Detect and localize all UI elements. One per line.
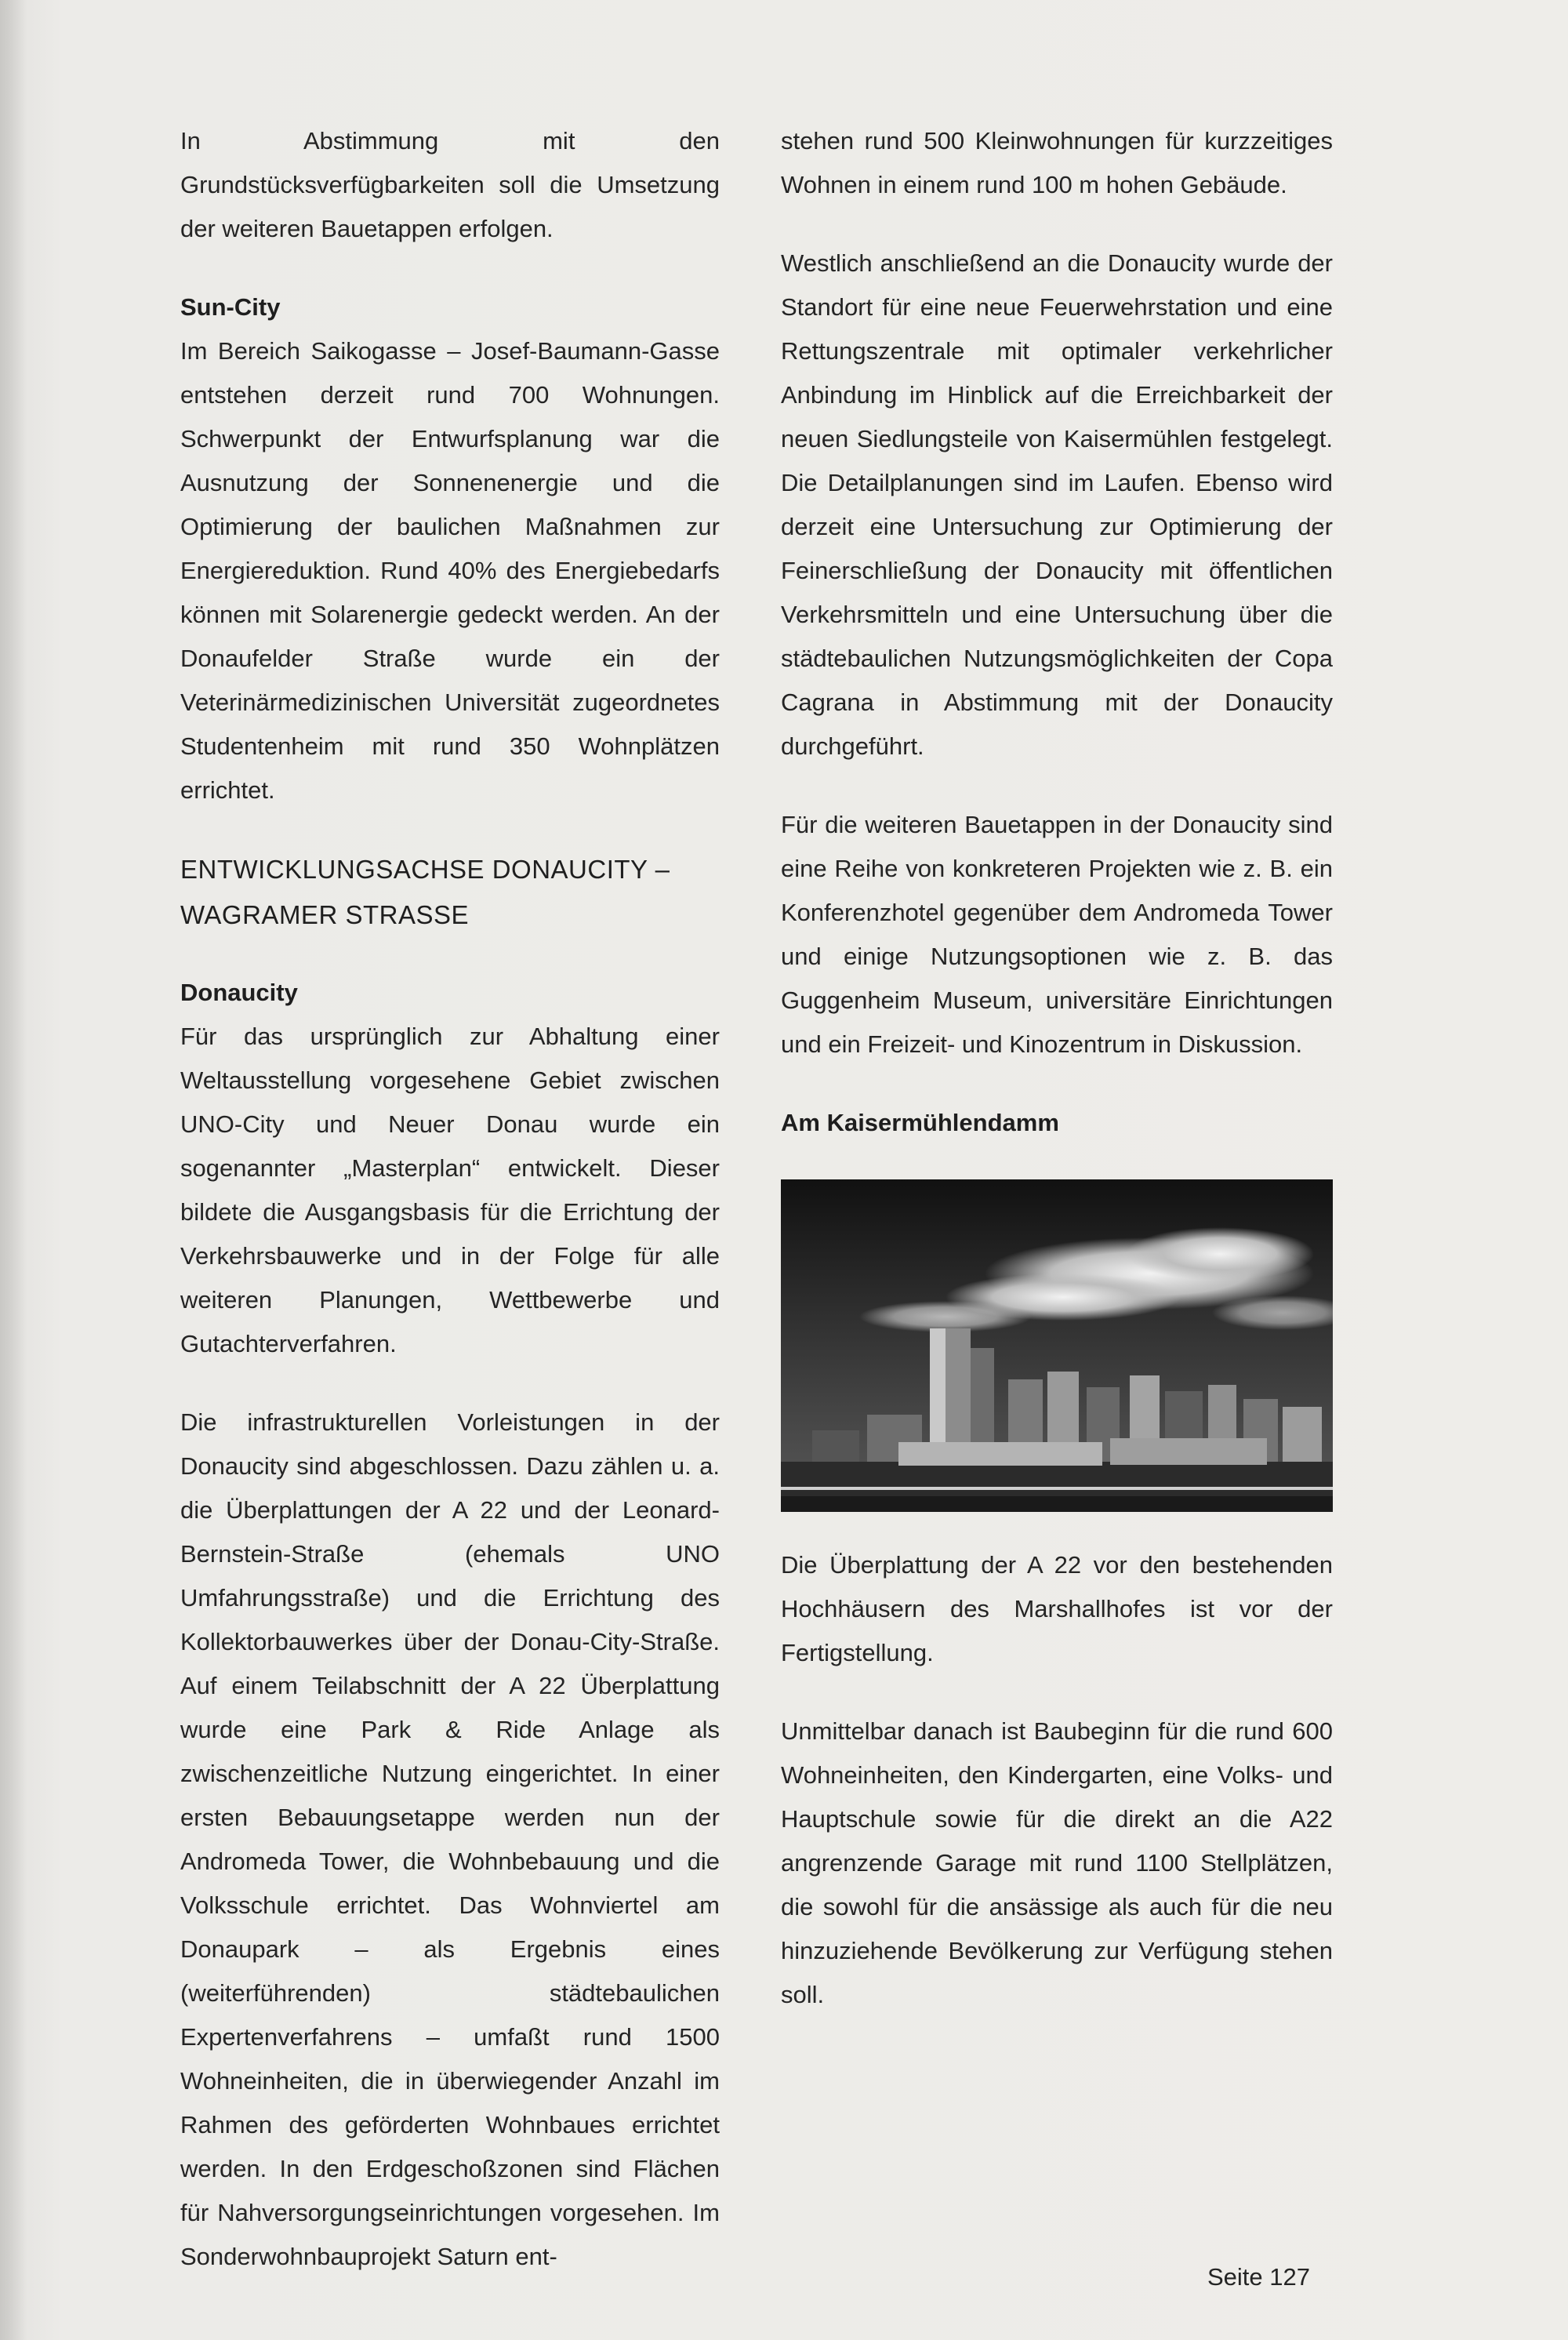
saturn-continuation-paragraph: stehen rund 500 Kleinwohnungen für kurzzeitiges Wohnen in einem rund 100 m hohen Gebäude.: [781, 127, 1333, 198]
donaucity-heading: Donaucity: [180, 979, 298, 1006]
skyline-photo: [781, 1179, 1333, 1512]
construction-start-paragraph: Unmittelbar danach ist Baubeginn für die rund 600 Wohneinheiten, den Kindergarten, eine Volks- und Hauptschule sowie für die direkt an die A22 angrenzende Garage mit rund 1100 Stellplätzen, die sowohl für die ansässige als auch für die neu hinzuziehende Bevölkerung zur Verfügung stehen soll.: [781, 1717, 1333, 2008]
section-heading: ENTWICKLUNGSACHSE DONAUCITY – WAGRAMER STRASSE: [180, 855, 670, 929]
infrastructure-paragraph: Die infrastrukturellen Vorleistungen in der Donaucity sind abgeschlossen. Dazu zählen u. a. die Überplattungen der A 22 und der Leonard-Bernstein-Straße (ehemals UNO Umfahrungsstraße) und die Errichtung des Kollektorbauwerkes über der Donau-City-Straße. Auf einem Teilabschnitt der A 22 Überplattung wurde eine Park & Ride Anlage als zwischenzeitliche Nutzung eingerichtet. In einer ersten Bebauungsetappe werden nun der Andromeda Tower, die Wohnbebauung und die Volksschule errichtet. Das Wohnviertel am Donaupark – als Ergebnis eines (weiterführenden) städtebaulichen Expertenverfahrens – umfaßt rund 1500 Wohneinheiten, die in überwiegender Anzahl im Rahmen des geförderten Wohnbaues errichtet werden. In den Erdgeschoßzonen sind Flächen für Nahversorgungseinrichtungen vorgesehen. Im Sonderwohnbauprojekt Saturn ent-: [180, 1408, 720, 2270]
further-stages-paragraph: Für die weiteren Bauetappen in der Donaucity sind eine Reihe von konkreteren Projekten wie z. B. ein Konferenzhotel gegenüber dem Andromeda Tower und einige Nutzungsoptionen wie z. B. das Guggenheim Museum, universitäre Einrichtungen und ein Freizeit- und Kinozentrum in Diskussion.: [781, 811, 1333, 1058]
left-column: [180, 119, 720, 2279]
binding-shadow: [0, 0, 27, 2340]
kaisermuehlendamm-heading: Am Kaisermühlendamm: [781, 1109, 1059, 1136]
photo-caption: Die Überplattung der A 22 vor den bestehenden Hochhäusern des Marshallhofes ist vor der Fertigstellung.: [781, 1551, 1333, 1666]
fire-station-paragraph: Westlich anschließend an die Donaucity wurde der Standort für eine neue Feuerwehrstation und eine Rettungszentrale mit optimaler verkehrlicher Anbindung im Hinblick auf die Erreichbarkeit der neuen Siedlungsteile von Kaisermühlen festgelegt. Die Detailplanungen sind im Laufen. Ebenso wird derzeit eine Untersuchung zur Optimierung der Feinerschließung der Donaucity mit öffentlichen Verkehrsmitteln und eine Untersuchung über die städtebaulichen Nutzungsmöglichkeiten der Copa Cagrana in Abstimmung mit der Donaucity durchgeführt.: [781, 249, 1333, 760]
intro-paragraph: In Abstimmung mit den Grundstücksverfügbarkeiten soll die Umsetzung der weiteren Bauetappen erfolgen.: [180, 127, 720, 242]
right-column: [781, 119, 1333, 2017]
sun-city-paragraph: Im Bereich Saikogasse – Josef-Baumann-Gasse entstehen derzeit rund 700 Wohnungen. Schwerpunkt der Entwurfsplanung war die Ausnutzung der Sonnenenergie und die Optimierung der baulichen Maßnahmen zur Energiereduktion. Rund 40% des Energiebedarfs können mit Solarenergie gedeckt werden. An der Donaufelder Straße wurde ein der Veterinärmedizinischen Universität zugeordnetes Studentenheim mit rund 350 Wohnplätzen errichtet.: [180, 337, 720, 804]
sun-city-heading: Sun-City: [180, 293, 281, 321]
page-number: Seite 127: [1207, 2263, 1310, 2291]
donaucity-paragraph: Für das ursprünglich zur Abhaltung einer Weltausstellung vorgesehene Gebiet zwischen UNO-City und Neuer Donau wurde ein sogenannter „Masterplan“ entwickelt. Dieser bildete die Ausgangsbasis für die Errichtung der Verkehrsbauwerke und in der Folge für alle weiteren Planungen, Wettbewerbe und Gutachterverfahren.: [180, 1023, 720, 1357]
